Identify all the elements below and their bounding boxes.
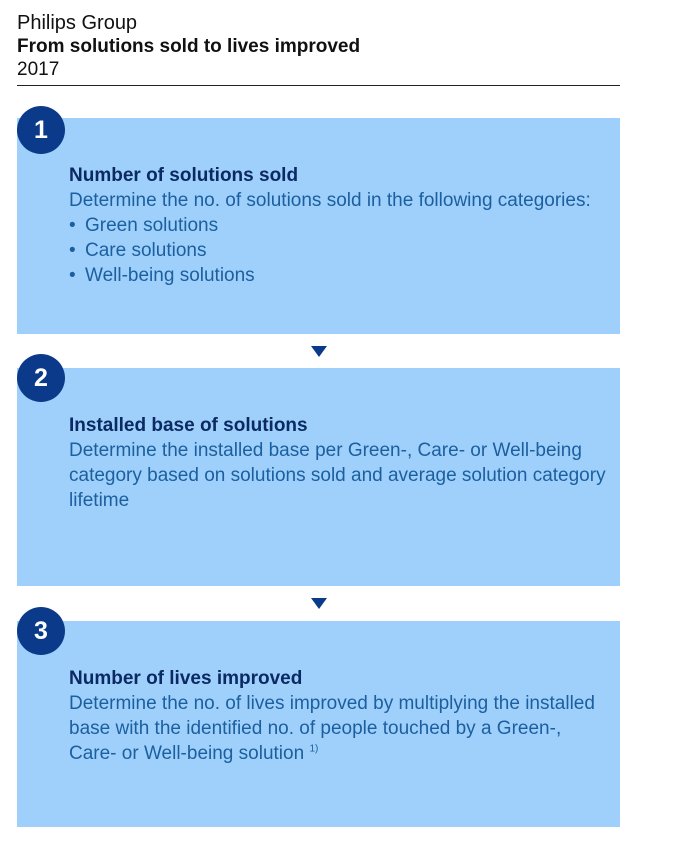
step-2-number-badge: 2 <box>17 354 65 402</box>
down-triangle-arrow-icon <box>311 346 327 357</box>
header-divider <box>17 85 620 86</box>
down-triangle-arrow-icon <box>311 598 327 609</box>
step-1-number-badge: 1 <box>17 106 65 154</box>
step-3-heading: Number of lives improved <box>69 668 303 689</box>
step-3-description-block <box>69 691 609 766</box>
step-3-content <box>69 667 609 766</box>
page-title: From solutions sold to lives improved <box>17 36 361 57</box>
company-name: Philips Group <box>17 12 138 34</box>
step-3-footnote-marker: 1) <box>309 743 319 755</box>
bullet-label: Care solutions <box>85 240 207 261</box>
step-3-description: Determine the no. of lives improved by multiplying the installed base with the identified no. of people touched by a Green-, Care- or Well-being solution <box>69 693 595 764</box>
step-2-box <box>17 368 620 586</box>
step-3-number-badge: 3 <box>17 607 65 655</box>
bullet-label: Well-being solutions <box>85 265 255 286</box>
bullet-dot-icon: • <box>69 265 76 286</box>
step-1-box <box>17 118 620 334</box>
report-year: 2017 <box>17 59 60 80</box>
bullet-dot-icon: • <box>69 215 76 236</box>
step-1-description: Determine the no. of solutions sold in the following categories: <box>69 190 591 211</box>
bullet-item <box>69 238 609 263</box>
step-1-bullet-list <box>69 213 609 288</box>
step-1-content <box>69 164 609 288</box>
bullet-label: Green solutions <box>85 215 219 236</box>
step-1-heading: Number of solutions sold <box>69 165 299 186</box>
step-2-description: Determine the installed base per Green-, Care- or Well-being category based on solutions sold and average solution category lifetime <box>69 440 606 511</box>
step-2-content <box>69 414 609 513</box>
step-3-box <box>17 621 620 827</box>
step-2-heading: Installed base of solutions <box>69 415 308 436</box>
bullet-item <box>69 263 609 288</box>
bullet-dot-icon: • <box>69 240 76 261</box>
bullet-item <box>69 213 609 238</box>
page-header <box>17 11 620 81</box>
